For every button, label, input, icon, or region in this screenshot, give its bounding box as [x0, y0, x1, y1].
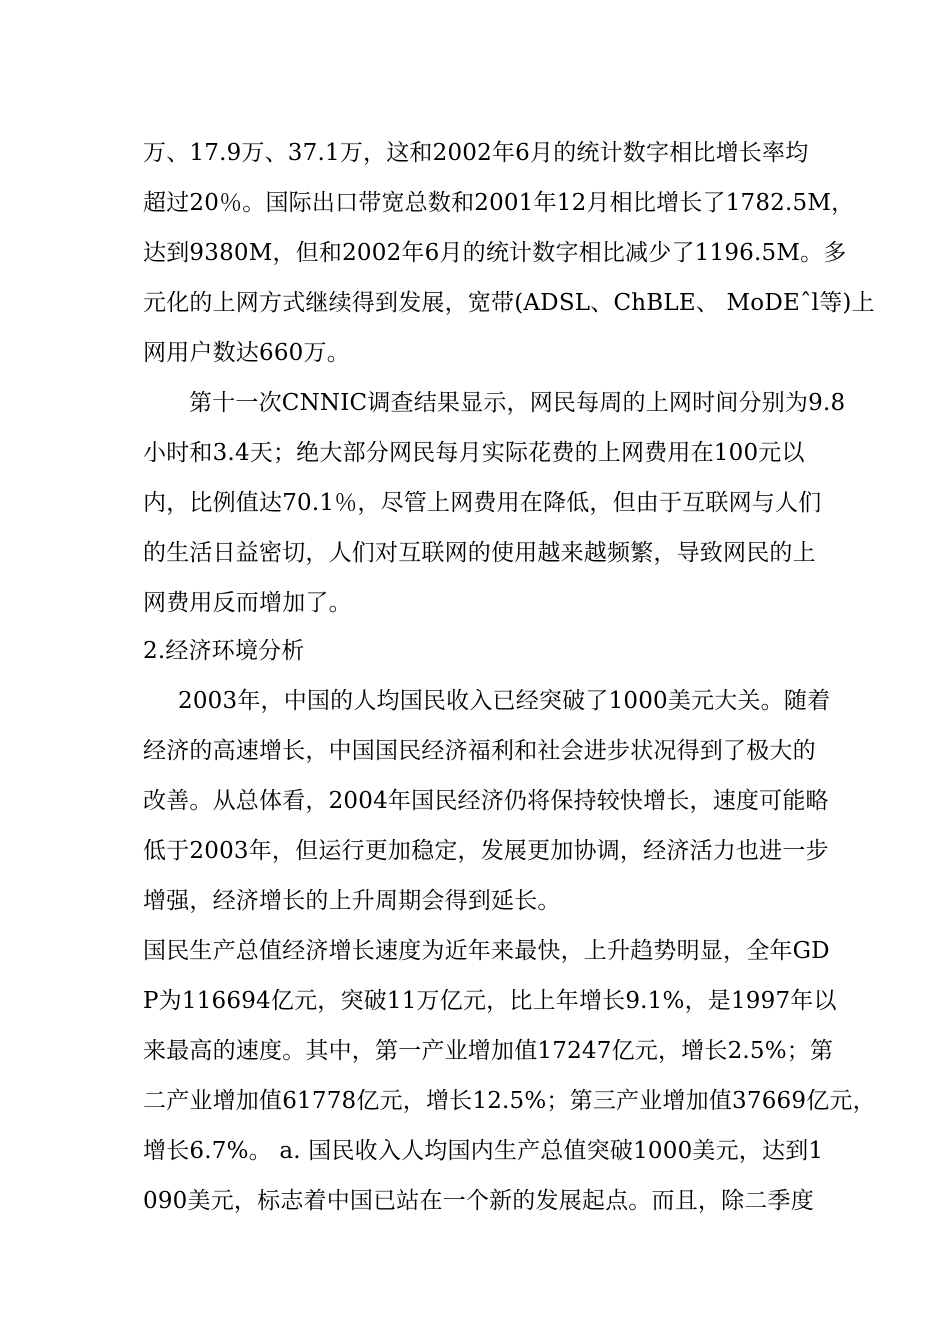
text-line: 网用户数达660万。 [143, 340, 350, 366]
text-line: 来最高的速度。其中，第一产业增加值17247亿元，增长2.5%；第 [143, 1038, 834, 1064]
text-line: 达到9380M，但和2002年6月的统计数字相比减少了1196.5M。多 [143, 240, 847, 266]
text-line: 万、17.9万、37.1万，这和2002年6月的统计数字相比增长率均 [143, 140, 809, 166]
text-line: P为116694亿元，突破11万亿元，比上年增长9.1%，是1997年以 [143, 988, 837, 1014]
text-line: 小时和3.4天；绝大部分网民每月实际花费的上网费用在100元以 [143, 440, 805, 466]
text-line: 的生活日益密切，人们对互联网的使用越来越频繁，导致网民的上 [143, 540, 816, 566]
paragraph-start-line: 国民生产总值经济增长速度为近年来最快，上升趋势明显，全年GD [143, 938, 830, 964]
text-line: 二产业增加值61778亿元，增长12.5%；第三产业增加值37669亿元， [143, 1088, 876, 1114]
text-line: 元化的上网方式继续得到发展，宽带(ADSL、ChBLE、 MoDEˆl等)上 [143, 290, 875, 316]
text-line: 内，比例值达70.1％，尽管上网费用在降低，但由于互联网与人们 [143, 490, 822, 516]
text-line: 网费用反而增加了。 [143, 590, 352, 616]
text-line: 增强，经济增长的上升周期会得到延长。 [143, 888, 561, 914]
text-line: 低于2003年，但运行更加稳定，发展更加协调，经济活力也进一步 [143, 838, 829, 864]
text-line: 改善。从总体看，2004年国民经济仍将保持较快增长，速度可能略 [143, 788, 829, 814]
paragraph-start-line: 2003年，中国的人均国民收入已经突破了1000美元大关。随着 [178, 688, 831, 714]
text-line: 090美元，标志着中国已站在一个新的发展起点。而且，除二季度 [143, 1188, 814, 1214]
section-heading: 2.经济环境分析 [143, 638, 305, 664]
text-line: 超过20％。国际出口带宽总数和2001年12月相比增长了1782.5M， [143, 190, 855, 216]
paragraph-start-line: 第十一次CNNIC调查结果显示，网民每周的上网时间分别为9.8 [189, 390, 846, 416]
text-line: 经济的高速增长，中国国民经济福利和社会进步状况得到了极大的 [143, 738, 816, 764]
text-line: 增长6.7%。 a. 国民收入人均国内生产总值突破1000美元，达到1 [143, 1138, 824, 1164]
